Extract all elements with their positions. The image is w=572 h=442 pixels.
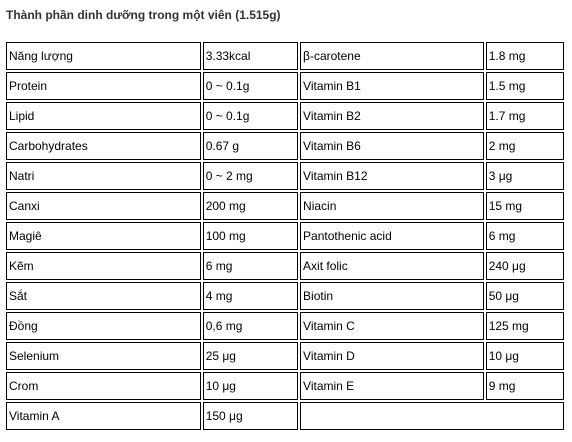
nutrient-name-right: Vitamin C [300, 312, 484, 340]
nutrient-value-left: 0 ~ 0.1g [203, 72, 298, 100]
nutrient-name-right: Vitamin B12 [300, 162, 484, 190]
table-row [6, 222, 564, 250]
table-row [6, 312, 564, 340]
table-row [6, 102, 564, 130]
nutrient-name-left: Magiê [6, 222, 201, 250]
nutrient-value-left: 0.67 g [203, 132, 298, 160]
nutrient-value-right: 50 μg [486, 282, 564, 310]
nutrient-name-left: Crom [6, 372, 201, 400]
page-title: Thành phần dinh dưỡng trong một viên (1.515g) [6, 8, 281, 22]
table-row [6, 42, 564, 70]
table-row [6, 282, 564, 310]
nutrient-name-left: Canxi [6, 192, 201, 220]
nutrient-name-left: Selenium [6, 342, 201, 370]
nutrient-name-right: β-carotene [300, 42, 484, 70]
nutrient-name-left: Carbohydrates [6, 132, 201, 160]
nutrient-value-left: 200 mg [203, 192, 298, 220]
nutrient-value-right: 1.8 mg [486, 42, 564, 70]
table-row [6, 132, 564, 160]
nutrient-name-left: Đồng [6, 312, 201, 340]
nutrient-name-right: Vitamin B6 [300, 132, 484, 160]
nutrient-value-left: 6 mg [203, 252, 298, 280]
nutrient-value-left: 0,6 mg [203, 312, 298, 340]
nutrient-name-left: Năng lượng [6, 42, 201, 70]
nutrition-table [4, 40, 566, 432]
nutrient-name-right: Vitamin E [300, 372, 484, 400]
nutrient-value-right: 9 mg [486, 372, 564, 400]
nutrient-name-right: Biotin [300, 282, 484, 310]
table-row [6, 162, 564, 190]
table-row [6, 342, 564, 370]
empty-cell [300, 402, 564, 430]
nutrient-value-left: 3.33kcal [203, 42, 298, 70]
nutrient-name-right: Pantothenic acid [300, 222, 484, 250]
nutrient-value-right: 1.7 mg [486, 102, 564, 130]
nutrient-name-right: Niacin [300, 192, 484, 220]
nutrient-name-left: Kẽm [6, 252, 201, 280]
nutrient-value-left: 0 ~ 2 mg [203, 162, 298, 190]
nutrient-value-left: 4 mg [203, 282, 298, 310]
nutrient-value-right: 3 μg [486, 162, 564, 190]
nutrient-name-left: Lipid [6, 102, 201, 130]
nutrient-value-right: 6 mg [486, 222, 564, 250]
table-row [6, 72, 564, 100]
nutrient-name-left: Natri [6, 162, 201, 190]
nutrient-name-left: Vitamin A [6, 402, 201, 430]
table-row [6, 402, 564, 430]
nutrient-name-right: Vitamin B1 [300, 72, 484, 100]
nutrient-value-left: 25 μg [203, 342, 298, 370]
table-row [6, 192, 564, 220]
nutrient-value-right: 240 μg [486, 252, 564, 280]
nutrient-value-left: 10 μg [203, 372, 298, 400]
table-row [6, 372, 564, 400]
nutrient-name-right: Axit folic [300, 252, 484, 280]
nutrient-name-right: Vitamin B2 [300, 102, 484, 130]
nutrient-value-left: 100 mg [203, 222, 298, 250]
nutrient-value-right: 10 μg [486, 342, 564, 370]
nutrient-value-right: 2 mg [486, 132, 564, 160]
nutrient-value-right: 15 mg [486, 192, 564, 220]
table-row [6, 252, 564, 280]
nutrient-name-right: Vitamin D [300, 342, 484, 370]
nutrient-value-left: 0 ~ 0.1g [203, 102, 298, 130]
nutrient-value-right: 1.5 mg [486, 72, 564, 100]
nutrient-value-left: 150 μg [203, 402, 298, 430]
nutrient-name-left: Sắt [6, 282, 201, 310]
nutrient-name-left: Protein [6, 72, 201, 100]
nutrient-value-right: 125 mg [486, 312, 564, 340]
